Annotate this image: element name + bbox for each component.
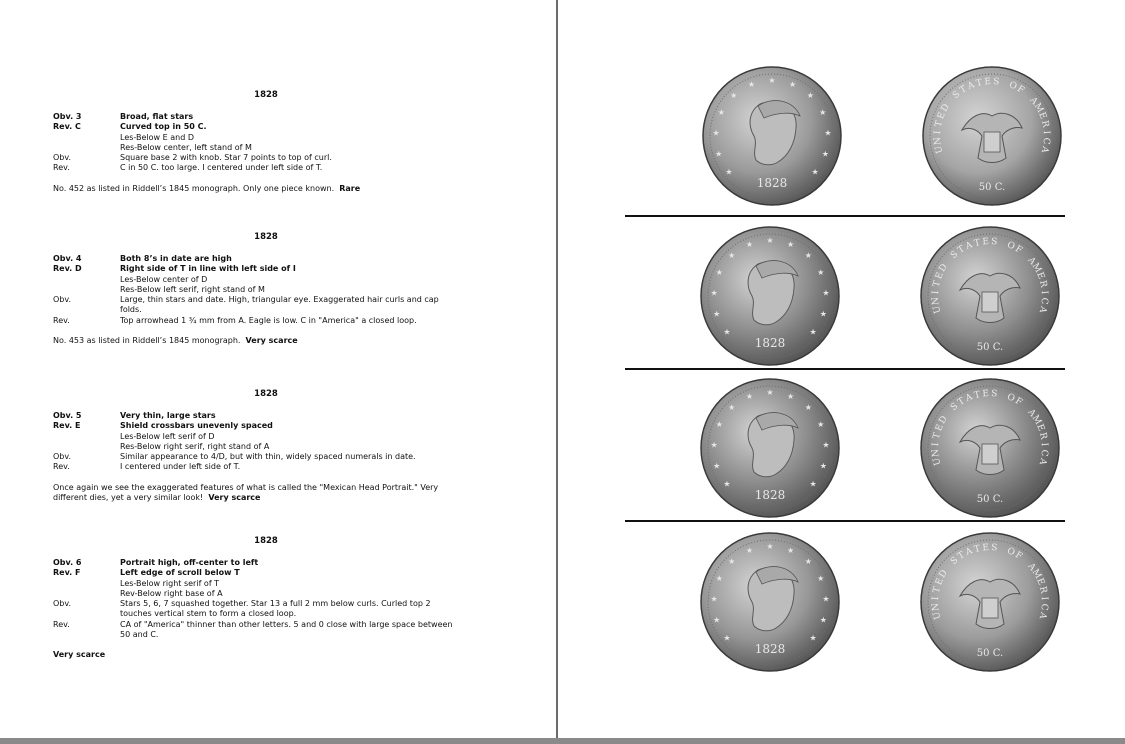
svg-text:★: ★	[713, 309, 721, 319]
svg-text:F: F	[1013, 550, 1024, 562]
variety-entry-4d	[53, 232, 453, 346]
reverse-heading: Rev. D Right side of T in line with left side of I	[53, 264, 296, 274]
svg-text:S: S	[990, 236, 998, 248]
svg-text:I: I	[1038, 442, 1050, 447]
svg-text:T: T	[933, 119, 945, 128]
svg-text:★: ★	[717, 108, 725, 118]
svg-text:★: ★	[723, 479, 731, 489]
svg-text:1828: 1828	[754, 336, 786, 350]
svg-text:I: I	[930, 290, 942, 295]
svg-text:A: A	[1036, 457, 1048, 466]
svg-text:★: ★	[766, 388, 774, 397]
svg-text:★: ★	[822, 594, 830, 604]
svg-text:I: I	[1040, 130, 1052, 135]
svg-text:T: T	[956, 244, 967, 256]
svg-text:S: S	[949, 401, 961, 413]
svg-text:★: ★	[710, 440, 718, 450]
svg-text:I: I	[932, 130, 944, 135]
svg-text:★: ★	[728, 557, 736, 567]
svg-text:S: S	[951, 89, 963, 101]
svg-text:O: O	[1005, 392, 1017, 405]
svg-text:E: E	[1034, 270, 1046, 281]
svg-text:★: ★	[804, 403, 812, 413]
svg-text:S: S	[990, 542, 998, 554]
svg-text:T: T	[973, 543, 982, 556]
svg-text:★: ★	[809, 633, 817, 643]
variety-entry-5e	[53, 389, 453, 503]
entry-year: 1828	[254, 536, 278, 546]
obverse-heading: Obv. 6 Portrait high, off-center to left	[53, 558, 259, 567]
svg-text:D: D	[939, 102, 952, 114]
svg-text:D: D	[937, 262, 950, 274]
svg-text:O: O	[1005, 546, 1017, 559]
svg-text:1828: 1828	[754, 488, 786, 502]
svg-text:E: E	[1034, 422, 1046, 433]
svg-text:S: S	[992, 76, 1000, 88]
svg-text:★: ★	[723, 327, 731, 337]
reverse-description: Rev. Top arrowhead 1 ¾ mm from A. Eagle is low. C in "America" a closed loop.	[53, 315, 417, 325]
obverse-description: Obv. Similar appearance to 4/D, but with thin, widely spaced numerals in date.	[53, 452, 416, 462]
svg-text:A: A	[966, 80, 977, 93]
svg-text:★: ★	[789, 79, 797, 89]
svg-text:A: A	[964, 546, 975, 559]
svg-text:C: C	[1040, 137, 1052, 145]
svg-text:D: D	[937, 414, 950, 426]
obverse-heading: Obv. 4 Both 8’s in date are high	[53, 254, 232, 263]
rarity-note: Once again we see the exaggerated features of what is called the "Mexican Head Portrait." Very different dies, yet a very similar look! Very scarce	[53, 482, 439, 503]
svg-text:T: T	[931, 279, 943, 288]
obverse-description: Obv. Stars 5, 6, 7 squashed together. Star 13 a full 2 mm below curls. Curled top 2 touches vertical stem to form a closed loop.	[53, 599, 431, 619]
svg-text:A: A	[1027, 95, 1040, 107]
entry-year: 1828	[254, 389, 278, 399]
svg-text:★: ★	[713, 461, 721, 471]
plate-divider	[625, 215, 1065, 217]
svg-text:T: T	[956, 396, 967, 408]
svg-text:S: S	[990, 388, 998, 400]
svg-text:T: T	[931, 585, 943, 594]
svg-text:★: ★	[811, 167, 819, 177]
svg-text:A: A	[1025, 561, 1038, 573]
svg-text:★: ★	[806, 91, 814, 101]
les-note: Les-Below center of D	[120, 274, 208, 284]
svg-text:★: ★	[728, 251, 736, 261]
svg-text:★: ★	[809, 479, 817, 489]
coin-obverse-4	[700, 226, 840, 366]
svg-text:★: ★	[730, 91, 738, 101]
svg-text:★: ★	[715, 268, 723, 278]
svg-text:M: M	[1031, 101, 1045, 115]
les-note: Les-Below right serif of T	[120, 578, 220, 588]
svg-text:★: ★	[822, 288, 830, 298]
svg-text:D: D	[937, 568, 950, 580]
svg-text:★: ★	[710, 288, 718, 298]
svg-text:N: N	[930, 602, 942, 612]
plate-divider	[625, 520, 1065, 522]
svg-text:50 C.: 50 C.	[976, 648, 1004, 659]
svg-text:1828: 1828	[756, 176, 788, 190]
svg-text:A: A	[1036, 611, 1048, 620]
svg-text:T: T	[956, 550, 967, 562]
les-note: Les-Below E and D	[120, 132, 194, 142]
svg-text:50 C.: 50 C.	[978, 182, 1006, 193]
svg-text:★: ★	[819, 309, 827, 319]
svg-text:★: ★	[809, 327, 817, 337]
svg-text:A: A	[964, 392, 975, 405]
svg-text:★: ★	[787, 239, 795, 249]
svg-text:A: A	[1025, 407, 1038, 419]
obverse-description: Obv. Square base 2 with knob. Star 7 points to top of curl.	[53, 153, 332, 163]
rarity-label: Very scarce	[245, 336, 298, 346]
svg-text:E: E	[1034, 576, 1046, 587]
svg-text:T: T	[973, 389, 982, 402]
rarity-label: Very scarce	[208, 493, 261, 503]
svg-text:★: ★	[822, 440, 830, 450]
coin-obverse-5	[700, 378, 840, 518]
svg-text:★: ★	[712, 128, 720, 138]
reverse-heading: Rev. F Left edge of scroll below T	[53, 568, 240, 578]
svg-text:★: ★	[713, 615, 721, 625]
svg-text:C: C	[1038, 297, 1050, 305]
svg-text:F: F	[1013, 396, 1024, 408]
svg-text:★: ★	[819, 108, 827, 118]
svg-text:★: ★	[766, 236, 774, 245]
entry-year: 1828	[254, 90, 278, 100]
svg-text:★: ★	[804, 251, 812, 261]
svg-text:M: M	[1029, 261, 1043, 275]
right-page	[558, 0, 1125, 738]
reverse-description: Rev. C in 50 C. too large. I centered under left side of T.	[53, 163, 323, 173]
reverse-description: Rev. I centered under left side of T.	[53, 462, 241, 472]
coin-reverse-f	[920, 532, 1060, 672]
svg-text:A: A	[1038, 145, 1050, 154]
res-note: Res-Below left serif, right stand of M	[120, 284, 265, 294]
svg-text:E: E	[934, 422, 946, 433]
svg-text:★: ★	[787, 391, 795, 401]
svg-text:I: I	[1038, 290, 1050, 295]
svg-text:I: I	[930, 596, 942, 601]
svg-text:E: E	[936, 110, 948, 121]
svg-text:A: A	[1025, 255, 1038, 267]
svg-text:R: R	[1039, 119, 1051, 129]
res-note: Rev-Below right base of A	[120, 588, 223, 598]
svg-text:S: S	[949, 555, 961, 567]
svg-text:★: ★	[819, 615, 827, 625]
rarity-note: No. 452 as listed in Riddell’s 1845 monograph. Only one piece known. Rare	[53, 183, 361, 193]
rarity-label: Rare	[339, 183, 361, 193]
svg-text:E: E	[1036, 110, 1048, 121]
svg-text:★: ★	[725, 167, 733, 177]
reverse-heading: Rev. E Shield crossbars unevenly spaced	[53, 421, 273, 431]
svg-text:T: T	[975, 77, 984, 90]
svg-text:M: M	[1029, 413, 1043, 427]
svg-text:T: T	[958, 84, 969, 96]
svg-text:★: ★	[819, 461, 827, 471]
svg-text:U: U	[931, 304, 944, 315]
svg-text:R: R	[1037, 585, 1049, 595]
svg-text:E: E	[982, 236, 990, 248]
svg-text:R: R	[1037, 279, 1049, 289]
coin-reverse-d	[920, 226, 1060, 366]
svg-text:C: C	[1038, 603, 1050, 611]
coin-obverse-3	[702, 66, 842, 206]
rarity-note: No. 453 as listed in Riddell’s 1845 monograph. Very scarce	[53, 336, 298, 346]
coin-reverse-c	[922, 66, 1062, 206]
les-note: Les-Below left serif of D	[120, 431, 215, 441]
svg-text:★: ★	[723, 633, 731, 643]
svg-text:E: E	[982, 542, 990, 554]
svg-text:C: C	[1038, 449, 1050, 457]
svg-text:I: I	[1038, 596, 1050, 601]
svg-text:N: N	[930, 296, 942, 306]
svg-text:U: U	[931, 610, 944, 621]
svg-text:★: ★	[824, 128, 832, 138]
viewer-bottom-bar	[0, 738, 1125, 744]
entry-year: 1828	[254, 232, 278, 242]
svg-text:★: ★	[710, 594, 718, 604]
res-note: Res-Below right serif, right stand of A	[120, 441, 270, 451]
svg-text:N: N	[930, 448, 942, 458]
plate-divider	[625, 368, 1065, 370]
coin-reverse-e	[920, 378, 1060, 518]
svg-text:1828: 1828	[754, 642, 786, 656]
rarity-label: Very scarce	[53, 650, 106, 660]
svg-text:N: N	[932, 136, 944, 146]
svg-text:★: ★	[745, 545, 753, 555]
svg-text:R: R	[1037, 431, 1049, 441]
svg-text:50 C.: 50 C.	[976, 494, 1004, 505]
svg-text:M: M	[1029, 567, 1043, 581]
svg-text:O: O	[1007, 80, 1019, 93]
svg-text:★: ★	[747, 79, 755, 89]
svg-text:A: A	[1036, 305, 1048, 314]
svg-text:★: ★	[768, 76, 776, 85]
reverse-description: Rev. CA of "America" thinner than other letters. 5 and 0 close with large space between 50 and C.	[53, 619, 453, 640]
svg-text:U: U	[931, 456, 944, 467]
svg-text:★: ★	[766, 542, 774, 551]
svg-text:★: ★	[715, 574, 723, 584]
res-note: Res-Below center, left stand of M	[120, 142, 252, 152]
svg-text:50 C.: 50 C.	[976, 342, 1004, 353]
svg-text:E: E	[984, 76, 992, 88]
reverse-heading: Rev. C Curved top in 50 C.	[53, 122, 207, 132]
svg-text:S: S	[949, 249, 961, 261]
variety-entry-6f	[53, 536, 453, 661]
svg-text:E: E	[934, 576, 946, 587]
svg-text:I: I	[930, 442, 942, 447]
svg-text:★: ★	[817, 420, 825, 430]
coin-obverse-6	[700, 532, 840, 672]
svg-text:T: T	[931, 431, 943, 440]
svg-text:★: ★	[804, 557, 812, 567]
svg-text:★: ★	[817, 574, 825, 584]
obverse-description: Obv. Large, thin stars and date. High, triangular eye. Exaggerated hair curls and cap folds.	[53, 295, 439, 315]
svg-text:★: ★	[817, 268, 825, 278]
svg-text:E: E	[934, 270, 946, 281]
svg-text:A: A	[964, 240, 975, 253]
variety-entry-3c	[53, 90, 453, 194]
svg-text:E: E	[982, 388, 990, 400]
obverse-heading: Obv. 5 Very thin, large stars	[53, 411, 216, 420]
svg-text:U: U	[933, 144, 946, 155]
svg-text:O: O	[1005, 240, 1017, 253]
svg-text:F: F	[1013, 244, 1024, 256]
svg-text:★: ★	[728, 403, 736, 413]
svg-text:★: ★	[787, 545, 795, 555]
svg-text:★: ★	[745, 391, 753, 401]
svg-text:★: ★	[715, 420, 723, 430]
obverse-heading: Obv. 3 Broad, flat stars	[53, 112, 194, 121]
svg-text:F: F	[1015, 84, 1026, 96]
left-page	[0, 0, 556, 738]
svg-text:★: ★	[821, 149, 829, 159]
svg-text:T: T	[973, 237, 982, 250]
svg-text:★: ★	[745, 239, 753, 249]
svg-text:★: ★	[715, 149, 723, 159]
